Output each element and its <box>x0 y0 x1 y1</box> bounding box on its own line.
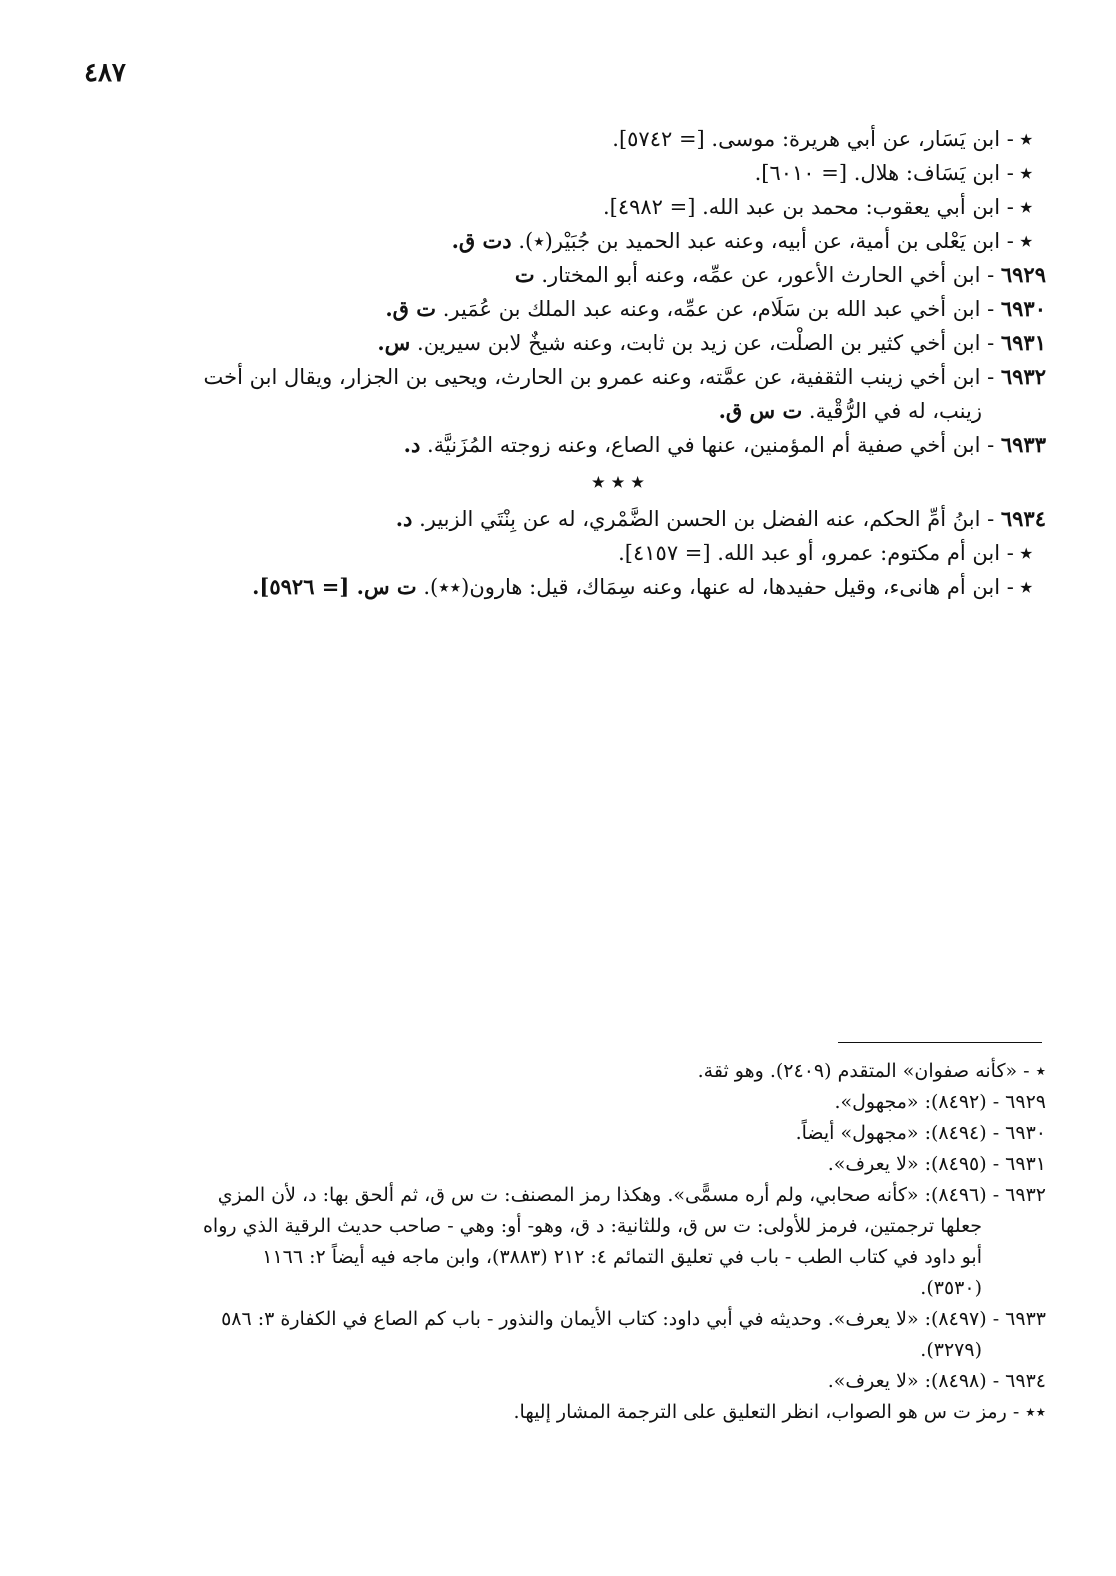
entry-6932 <box>70 360 1046 394</box>
entry-symbol: ت س ق. <box>718 398 803 423</box>
footnote-line: ٦٩٣٣ - (٨٤٩٧): «لا يعرف». وحديثه في أبي داود: كتاب الأيمان والنذور - باب كم الصاع في الكفارة ٣: ٥٨٦ <box>221 1308 1046 1330</box>
entry-number: ٭ <box>1020 126 1032 151</box>
entry-text: - ابن أبي يعقوب: محمد بن عبد الله. [= ٤٩٨٢]. <box>602 195 1014 219</box>
entry-number: ٦٩٣٠ <box>1000 296 1046 321</box>
entry-number: ٦٩٣٤ <box>1000 506 1046 531</box>
entry-text: - ابن أم هانىء، وقيل حفيدها، له عنها، وعنه سِمَاك، قيل: هارون(٭٭). <box>423 575 1014 599</box>
footnote-line: ٦٩٣٢ - (٨٤٩٦): «كأنه صحابي، ولم أره مسمًّى». وهكذا رمز المصنف: ت س ق، ثم ألحق بها: د، لأن المزي <box>217 1184 1046 1206</box>
entry-symbol: ت <box>514 262 535 287</box>
entry-symbol: د. <box>403 432 421 457</box>
entry-text: - ابن أم مكتوم: عمرو، أو عبد الله. [= ٤١٥٧]. <box>618 541 1014 565</box>
entry-number: ٭ <box>1020 160 1032 185</box>
entry-number: ٦٩٢٩ <box>1000 262 1046 287</box>
footnote-line: ٭٭ - رمز ت س هو الصواب، انظر التعليق على الترجمة المشار إليها. <box>513 1401 1046 1423</box>
footnote-line: ٦٩٣٠ - (٨٤٩٤): «مجهول» أيضاً. <box>795 1122 1046 1144</box>
entry-text: - ابن يَسَار، عن أبي هريرة: موسى. [= ٥٧٤٢]. <box>612 127 1014 151</box>
entry-symbol: دت ق. <box>451 228 512 253</box>
footnote-line: (٣٥٣٠). <box>920 1277 982 1299</box>
entry-text: - ابن أخي عبد الله بن سَلَام، عن عمِّه، وعنه عبد الملك بن عُمَير. <box>442 297 995 321</box>
entry-ibn-yasaf <box>70 156 1032 190</box>
entry-ibn-yasar <box>70 122 1032 156</box>
entry-text: - ابن أخي الحارث الأعور، عن عمِّه، وعنه أبو المختار. <box>541 263 995 287</box>
entry-text: - ابنُ أمِّ الحكم، عنه الفضل بن الحسن الضَّمْري، له عن بِنْتَي الزبير. <box>419 507 995 531</box>
entry-number: ٭ <box>1020 574 1032 599</box>
entry-number: ٦٩٣٣ <box>1000 432 1046 457</box>
entry-6932-continuation <box>70 394 982 428</box>
main-text <box>70 122 1046 604</box>
entry-6934 <box>70 502 1046 536</box>
entry-6929 <box>70 258 1046 292</box>
footnote-line: ٦٩٣٤ - (٨٤٩٨): «لا يعرف». <box>827 1370 1046 1392</box>
entry-6931 <box>70 326 1046 360</box>
section-separator: ٭ ٭ ٭ <box>592 469 644 495</box>
entry-number: ٭ <box>1020 194 1032 219</box>
entry-symbol: ت س. [= ٥٩٢٦]. <box>252 574 417 599</box>
entry-text: - ابن أخي زينب الثقفية، عن عمَّته، وعنه عمرو بن الحارث، ويحيى بن الجزار، ويقال ابن أخت <box>203 365 995 389</box>
footnote-line: ٦٩٣١ - (٨٤٩٥): «لا يعرف». <box>827 1153 1046 1175</box>
entry-number: ٦٩٣١ <box>1000 330 1046 355</box>
entry-symbol: س. <box>377 330 411 355</box>
entry-ibn-abi-yaqub <box>70 190 1032 224</box>
footnotes <box>70 1056 1046 1428</box>
entry-ibn-yala <box>70 224 1032 258</box>
entry-number: ٦٩٣٢ <box>1000 364 1046 389</box>
entry-6930 <box>70 292 1046 326</box>
entry-6933 <box>70 428 1046 462</box>
entry-ibn-umm-hani <box>70 570 1032 604</box>
entry-text: - ابن يَسَاف: هلال. [= ٦٠١٠]. <box>754 161 1014 185</box>
entry-text: - ابن أخي كثير بن الصلْت، عن زيد بن ثابت، وعنه شيخٌ لابن سيرين. <box>417 331 995 355</box>
entry-ibn-umm-maktum <box>70 536 1032 570</box>
entry-text: زينب، له في الرُّقْية. <box>808 399 982 423</box>
page-number: ٤٨٧ <box>84 58 126 88</box>
footnote-line: ٭ - «كأنه صفوان» المتقدم (٢٤٠٩). وهو ثقة. <box>697 1060 1046 1082</box>
entry-symbol: ت ق. <box>385 296 437 321</box>
footnote-divider <box>838 1042 1042 1043</box>
entry-text: - ابن يَعْلى بن أمية، عن أبيه، وعنه عبد الحميد بن جُبَيْر(٭). <box>518 229 1014 253</box>
footnote-line: أبو داود في كتاب الطب - باب في تعليق التمائم ٤: ٢١٢ (٣٨٨٣)، وابن ماجه فيه أيضاً ٢: ١١٦٦ <box>262 1246 982 1268</box>
footnote-line: (٣٢٧٩). <box>920 1339 982 1361</box>
footnote-line: ٦٩٢٩ - (٨٤٩٢): «مجهول». <box>834 1091 1046 1113</box>
entry-number: ٭ <box>1020 540 1032 565</box>
entry-symbol: د. <box>395 506 413 531</box>
entry-number: ٭ <box>1020 228 1032 253</box>
footnote-line: جعلها ترجمتين، فرمز للأولى: ت س ق، وللثانية: د ق، وهو- أو: وهي - صاحب حديث الرقية الذي رواه <box>202 1215 982 1237</box>
entry-text: - ابن أخي صفية أم المؤمنين، عنها في الصاع، وعنه زوجته المُزَنيَّة. <box>427 433 995 457</box>
